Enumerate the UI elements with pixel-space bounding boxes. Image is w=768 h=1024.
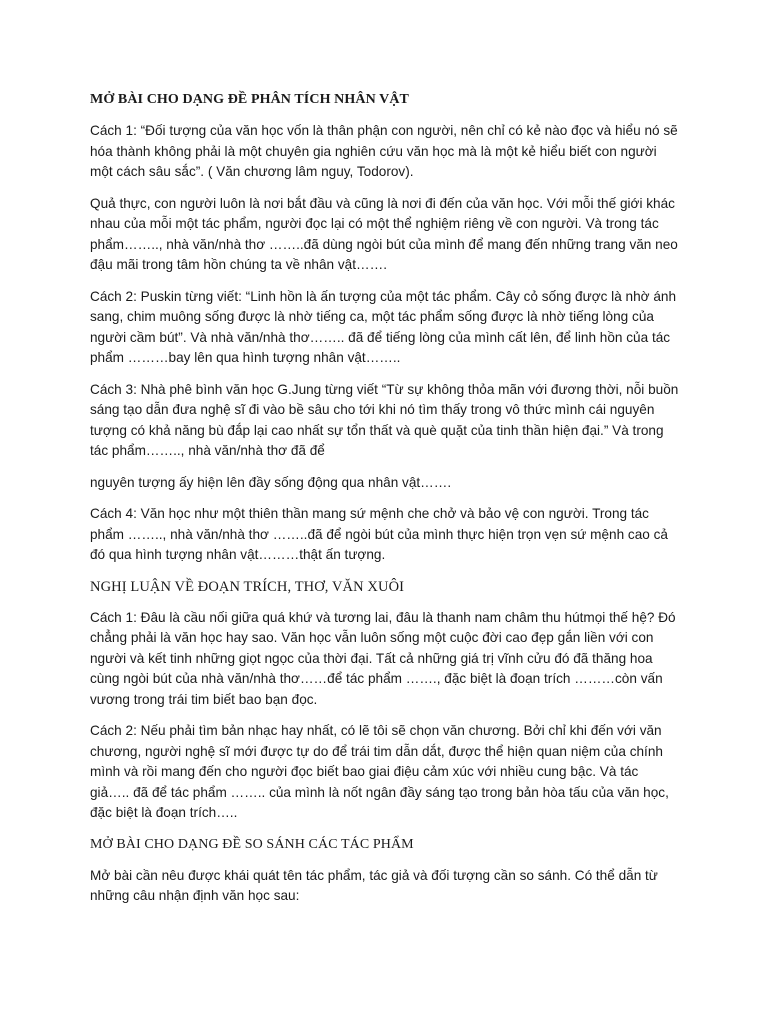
paragraph-nguyen-tuong: nguyên tượng ấy hiện lên đầy sống động qua nhân vật……. [90,474,452,490]
paragraph-cach-2: Cách 2: Puskin từng viết: “Linh hồn là ấn tượng của một tác phẩm. Cây cỏ sống được là nhờ ánh sang, chim muông sống được là nhờ tiếng ca, một tác phẩm sống được là nhờ tiếng lòng của người cầm bút”. Và nhà văn/nhà thơ…….. đã để tiếng lòng của mình cất lên, để linh hồn của tác phẩm ………bay lên qua hình tượng nhân vật…….. [90,288,677,365]
paragraph-cach-1: Cách 1: “Đối tượng của văn học vốn là thân phận con người, nên chỉ có kẻ nào đọc và hiểu nó sẽ hóa thành không phải là một chuyên gia nghiên cứu văn học mà là một kẻ hiểu biết con người một cách sâu sắc”. ( Văn chương lâm nguy, Todorov). [90,123,678,179]
section-heading-character-analysis: MỞ BÀI CHO DẠNG ĐỀ PHÂN TÍCH NHÂN VẬT [90,92,409,107]
paragraph-excerpt-cach-1: Cách 1: Đâu là cầu nối giữa quá khứ và tương lai, đâu là thanh nam châm thu hútmọi thế hệ? Đó chẳng phải là văn học hay sao. Văn học vẫn luôn sống một cuộc đời cao đẹp gắn liền với con người và kết tinh những giọt ngọc của thời đại. Tất cả những giá trị vĩnh cửu đó đã thăng hoa cùng ngòi bút của nhà văn/nhà thơ……để tác phẩm ……., đặc biệt là đoạn trích ………còn vấn vương trong trái tim biết bao bạn đọc. [90,609,676,707]
paragraph-excerpt-cach-2: Cách 2: Nếu phải tìm bản nhạc hay nhất, có lẽ tôi sẽ chọn văn chương. Bởi chỉ khi đến với văn chương, người nghệ sĩ mới được tự do để trái tim dẫn dắt, được thể hiện quan niệm của chính mình và rồi mang đến cho người đọc biết bao giai điệu cảm xúc với nhiều cung bậc. Và tác giả….. đã để tác phẩm …….. của mình là nốt ngân đầy sáng tạo trong bản hòa tấu của văn học, đặc biệt là đoạn trích….. [90,723,669,820]
document-page [90,90,680,918]
section-heading-excerpt-discussion: NGHỊ LUẬN VỀ ĐOẠN TRÍCH, THƠ, VĂN XUÔI [90,578,405,595]
paragraph-comparison-intro: Mở bài cần nêu được khái quát tên tác phẩm, tác giả và đối tượng cần so sánh. Có thể dẫn từ những câu nhận định văn học sau: [90,867,658,903]
paragraph-cach-4: Cách 4: Văn học như một thiên thần mang sứ mệnh che chở và bảo vệ con người. Trong tác phẩm …….., nhà văn/nhà thơ ……..đã để ngòi bút của mình thực hiện trọn vẹn sứ mệnh cao cả đó qua hình tượng nhân vật………thật ấn tượng. [90,506,668,562]
paragraph-qua-thuc: Quả thực, con người luôn là nơi bắt đầu và cũng là nơi đi đến của văn học. Với mỗi thế giới khác nhau của mỗi một tác phẩm, người đọc lại có một thể nghiệm riêng về con người. Và trong tác phẩm…….., nhà văn/nhà thơ ……..đã dùng ngòi bút của mình để mang đến những trang văn neo đậu mãi trong tâm hồn chúng ta về nhân vật……. [90,195,678,272]
section-heading-comparison: MỞ BÀI CHO DẠNG ĐỀ SO SÁNH CÁC TÁC PHẨM [90,836,414,852]
paragraph-cach-3: Cách 3: Nhà phê bình văn học G.Jung từng viết “Từ sự không thỏa mãn với đương thời, nỗi buồn sáng tạo dẫn đưa nghệ sĩ đi vào bề sâu cho tới khi nó tìm thấy trong vô thức mình cái nguyên tượng có khả năng bù đắp lại cao nhất sự tổn thất và què quặt của tinh thần hiện đại.” Và trong tác phẩm…….., nhà văn/nhà thơ đã để [90,381,679,458]
